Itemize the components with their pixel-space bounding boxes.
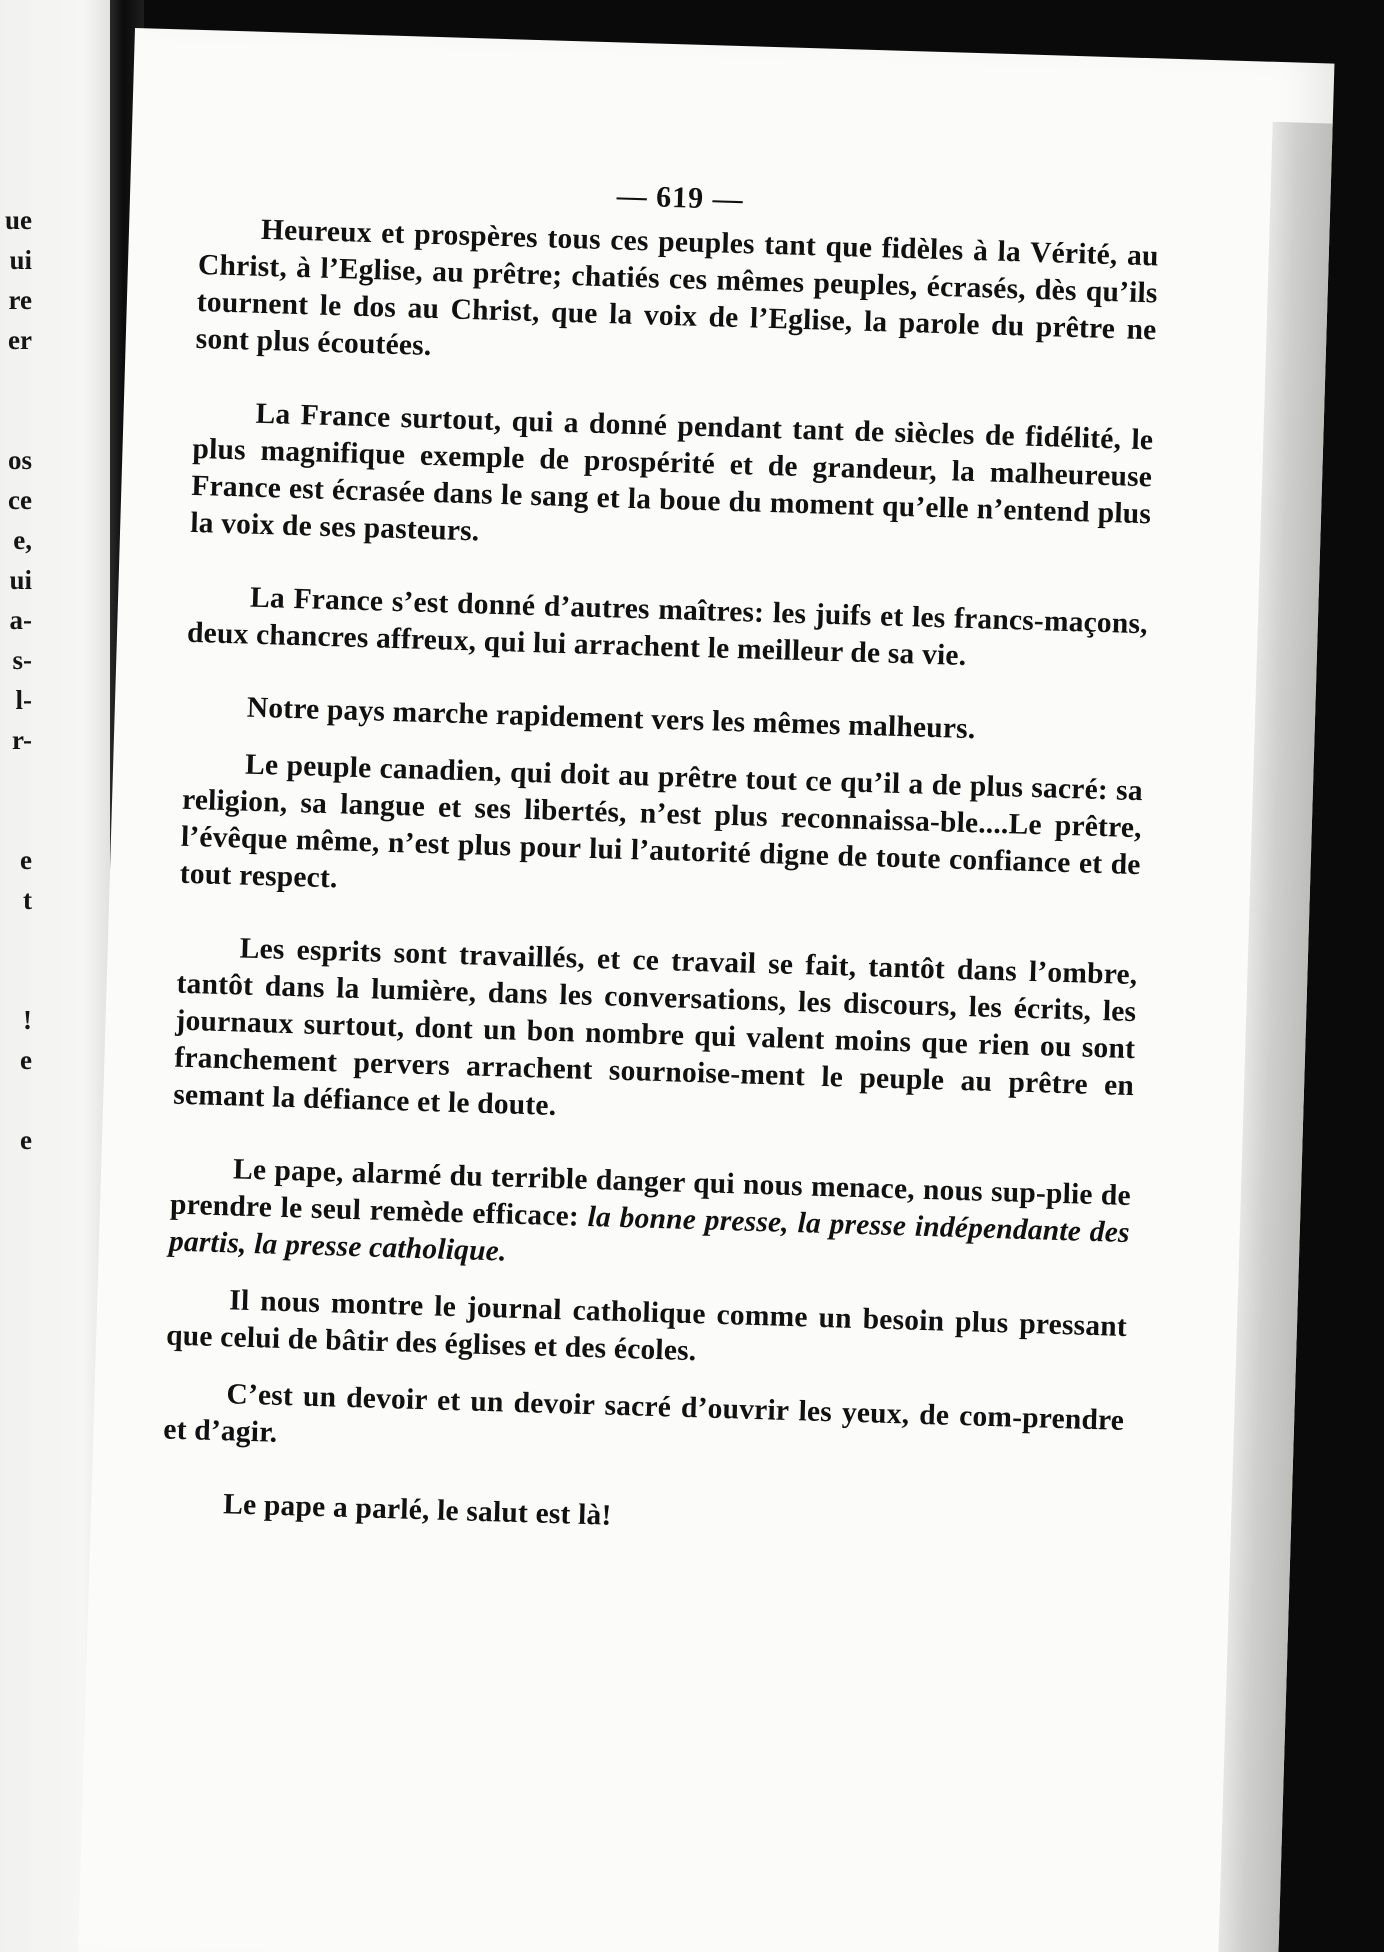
right-page bbox=[78, 28, 1335, 1952]
fragment: re bbox=[8, 285, 32, 315]
fragment: er bbox=[8, 325, 32, 355]
fragment: e bbox=[20, 845, 32, 875]
fragment: e bbox=[20, 1045, 32, 1075]
paragraph-7 bbox=[168, 1150, 1131, 1289]
paragraph-3: La France s’est donné d’autres maîtres: les juifs et les francs-maçons, deux chancres affreux, qui lui arrachent le meilleur de sa vie. bbox=[186, 581, 1149, 672]
left-page-fragments bbox=[0, 200, 32, 1160]
fragment bbox=[0, 1080, 32, 1120]
fragment: ui bbox=[9, 565, 32, 595]
fragment: e bbox=[20, 1125, 32, 1155]
fragment bbox=[0, 800, 32, 840]
fragment: ui bbox=[9, 245, 32, 275]
paragraph-8: Il nous montre le journal catholique comme un besoin plus pressant que celui de bâtir des églises et des écoles. bbox=[165, 1284, 1128, 1368]
fragment bbox=[0, 360, 32, 400]
page-number: — 619 — bbox=[616, 179, 745, 217]
paragraph-7-italic: la bonne presse, la presse indépendante des partis, la presse catholique. bbox=[168, 1200, 1131, 1268]
fragment: ! bbox=[23, 1005, 32, 1035]
paragraph-6: Les esprits sont travaillés, et ce travail se fait, tantôt dans l’ombre, tantôt dans la lumière, dans les conversations, les discours, les écrits, les journaux surtout, dont un bon nombre qui valent moins que rien ou sont franchement pervers arrachent sournoise-ment le peuple au prêtre en semant la défiance et le doute. bbox=[172, 932, 1138, 1122]
fragment bbox=[0, 760, 32, 800]
fragment bbox=[0, 400, 32, 440]
page-stack-edge bbox=[1217, 122, 1333, 1952]
paragraph-10: Le pape a parlé, le salut est là! bbox=[222, 1488, 612, 1532]
paragraph-9: C’est un devoir et un devoir sacré d’ouvrir les yeux, de com-prendre et d’agir. bbox=[162, 1378, 1125, 1449]
fragment: os bbox=[7, 445, 32, 475]
fragment: a- bbox=[9, 605, 32, 635]
paragraph-7-text: Le pape, alarmé du terrible danger qui nous menace, nous sup-plie de prendre le seul remède efficace: bbox=[169, 1153, 1132, 1233]
fragment: l- bbox=[15, 685, 32, 715]
page-text bbox=[160, 165, 1161, 1586]
fragment: s- bbox=[12, 645, 32, 675]
paragraph-2: La France surtout, qui a donné pendant tant de siècles de fidélité, le plus magnifique exemple de prospérité et de grandeur, la malheureuse France est écrasée dans le sang et la boue du moment qu’elle n’entend plus la voix de ses pasteurs. bbox=[189, 397, 1154, 548]
fragment bbox=[0, 920, 32, 960]
fragment: r- bbox=[12, 725, 32, 755]
fragment: t bbox=[23, 885, 32, 915]
fragment: ce bbox=[8, 485, 32, 515]
paragraph-1: Heureux et prospères tous ces peuples tant que fidèles à la Vérité, au Christ, à l’Eglise, au prêtre; chatiés ces mêmes peuples, écrasés, dès qu’ils tournent le dos au Christ, que la voix de l’Eglise, la parole du prêtre ne sont plus écoutées. bbox=[195, 213, 1160, 362]
paragraph-5: Le peuple canadien, qui doit au prêtre tout ce qu’il a de plus sacré: sa religion, sa langue et ses libertés, n’est plus reconnaissa-ble....Le prêtre, l’évêque même, n’est plus pour lui l’autorité digne de toute confiance et de tout respect. bbox=[179, 748, 1144, 895]
fragment: e, bbox=[13, 525, 32, 555]
fragment: ue bbox=[5, 205, 32, 235]
paragraph-4: Notre pays marche rapidement vers les mêmes malheurs. bbox=[246, 691, 976, 746]
fragment bbox=[0, 960, 32, 1000]
